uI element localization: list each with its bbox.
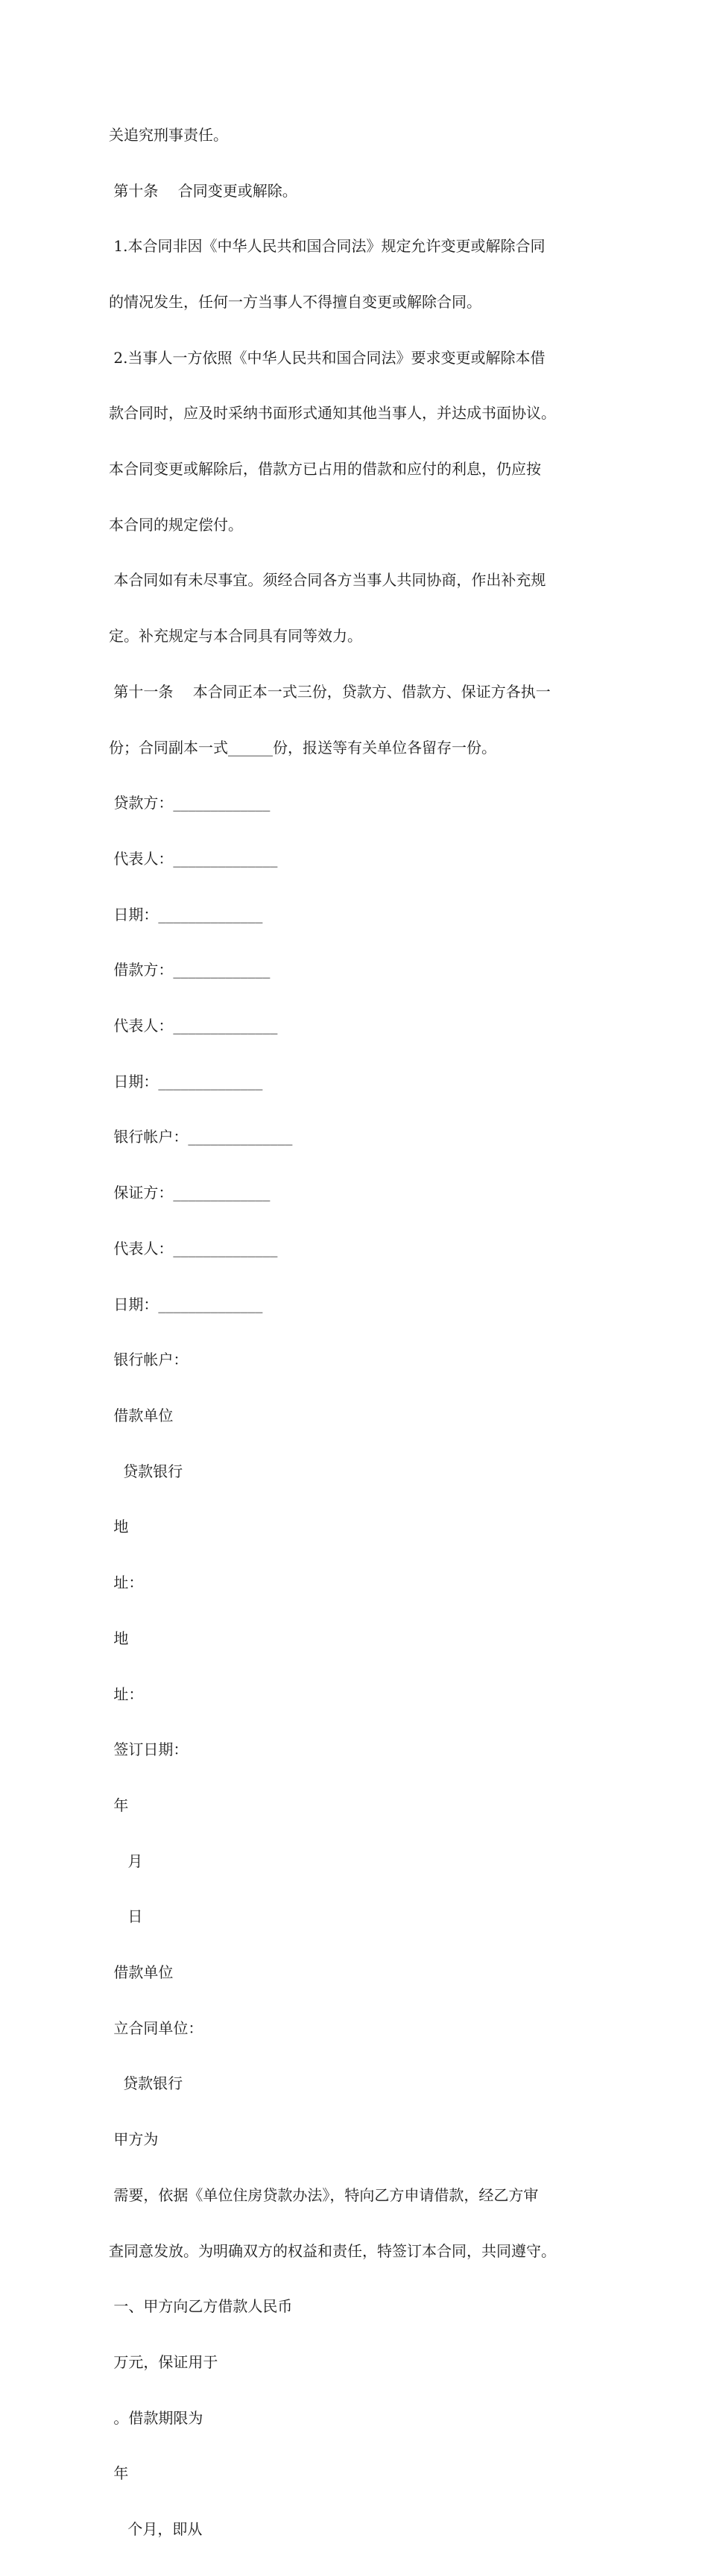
contract-text [109,89,608,2576]
text-line: 地 [109,1518,129,1536]
text-line: 贷款银行 [109,1462,183,1480]
text-line: 年 [109,1796,129,1814]
text-line: 本合同的规定偿付。 [109,515,243,534]
article-10-heading: 第十条 合同变更或解除。 [109,181,297,200]
text-line: 日 [109,1907,143,1926]
text-line: 贷款银行 [109,2074,183,2093]
representative-field: 代表人：______________ [109,1017,278,1035]
lender-field: 贷款方：_____________ [109,794,271,812]
text-line: 甲方为 [109,2130,159,2149]
text-line: 个月，即从 [109,2520,203,2539]
text-line: 关追究刑事责任。 [109,125,228,144]
article-11-heading: 第十一条 本合同正本一式三份，贷款方、借款方、保证方各执一 [109,682,551,701]
text-line: 址： [109,1573,144,1592]
text-line: 立合同单位： [109,2018,203,2037]
bank-account-field: 银行帐户： [109,1351,189,1369]
text-line: 查同意发放。为明确双方的权益和责任，特签订本合同，共同遵守。 [109,2241,556,2260]
text-line: 的情况发生，任何一方当事人不得擅自变更或解除合同。 [109,292,481,311]
text-line: 月 [109,1852,143,1870]
text-line: 1.本合同非因《中华人民共和国合同法》规定允许变更或解除合同 [109,237,546,256]
text-line: 款合同时，应及时采纳书面形式通知其他当事人，并达成书面协议。 [109,404,556,423]
text-line: 需要，依据《单位住房贷款办法》，特向乙方申请借款，经乙方审 [109,2185,539,2204]
text-line: 定。补充规定与本合同具有同等效力。 [109,627,362,645]
text-line: 份；合同副本一式______份，报送等有关单位各留存一份。 [109,738,496,757]
representative-field: 代表人：______________ [109,849,278,868]
text-line: 址： [109,1685,144,1703]
representative-field: 代表人：______________ [109,1239,278,1257]
date-field: 日期：______________ [109,1072,263,1090]
text-line: 2.当事人一方依照《中华人民共和国合同法》要求变更或解除本借 [109,348,546,367]
text-line: 年 [109,2464,129,2483]
bank-account-field: 银行帐户：______________ [109,1128,293,1146]
text-line: 本合同如有未尽事宜。须经合同各方当事人共同协商，作出补充规 [109,571,546,590]
text-line: 万元，保证用于 [109,2352,218,2371]
text-line: 本合同变更或解除后，借款方已占用的借款和应付的利息，仍应按 [109,460,541,479]
text-line: 借款单位 [109,1963,174,1982]
signing-date-label: 签订日期： [109,1740,189,1759]
text-line: 地 [109,1629,129,1647]
date-field: 日期：______________ [109,905,263,924]
text-line: 。借款期限为 [109,2408,203,2427]
guarantor-field: 保证方：_____________ [109,1184,271,1202]
section-1-heading: 一、甲方向乙方借款人民币 [109,2297,293,2316]
borrower-field: 借款方：_____________ [109,961,271,979]
date-field: 日期：______________ [109,1295,263,1313]
text-line: 借款单位 [109,1406,174,1424]
